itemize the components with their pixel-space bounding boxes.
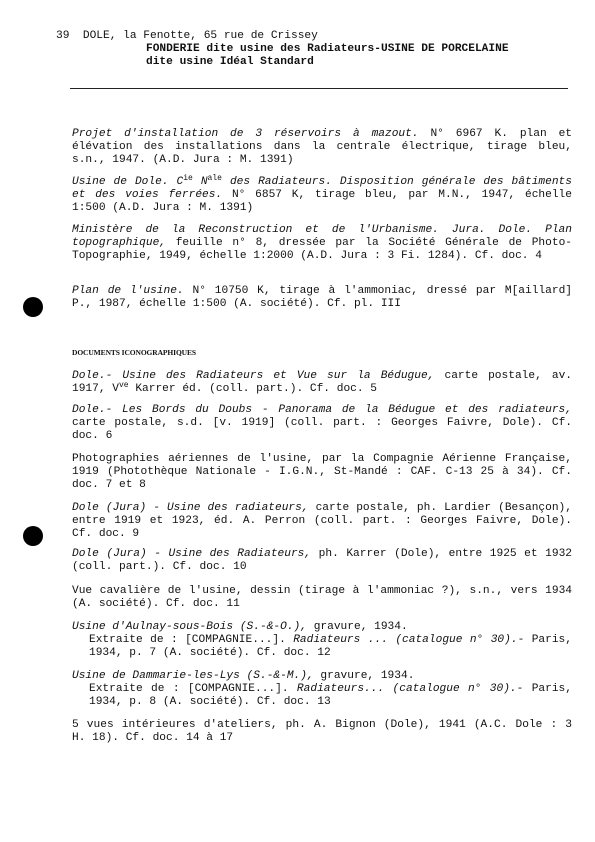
doc-text-a: carte postale, av. 1917, V: [72, 370, 573, 395]
entry-usine-dole: [72, 176, 572, 215]
entry-reservoirs: [72, 128, 572, 167]
entry-title-b: N: [192, 176, 208, 188]
entry-title-a: Usine de Dole. C: [72, 176, 184, 188]
entry-sup-2: ale: [207, 174, 222, 183]
entry-title-c: des Radiateurs. Disposition générale des bâtiments et des voies ferrées.: [72, 176, 572, 201]
doc-item: [72, 404, 572, 443]
page-header: [56, 30, 509, 69]
doc-text: ph. Karrer (Dole), entre 1925 et 1932 (coll. part.). Cf. doc. 10: [72, 548, 572, 573]
doc-item: [72, 453, 572, 492]
doc-item: [72, 548, 572, 574]
doc-title: Dole.- Les Bords du Doubs - Panorama de la Bédugue et des radiateurs,: [72, 404, 572, 416]
page-number-and-address: 39 DOLE, la Fenotte, 65 rue de Crissey: [56, 30, 318, 42]
section-title: DOCUMENTS ICONOGRAPHIQUES: [72, 348, 196, 357]
doc-sup: ve: [119, 381, 129, 390]
doc-extract-label: Extraite de : [COMPAGNIE...].: [89, 683, 297, 695]
doc-title: Usine d'Aulnay-sous-Bois (S.-&-O.),: [72, 621, 307, 633]
doc-item: [72, 502, 572, 541]
entry-text: N° 6857 K, tirage bleu, par M.N., 1947, échelle 1:500 (A.D. Jura : M. 1391): [72, 189, 572, 214]
doc-extract-label: Extraite de : [COMPAGNIE...].: [89, 634, 294, 646]
entry-text: N° 6967 K. plan et élévation des installations dans la centrale électrique, tirage bleu, s.n., 1947. (A.D. Jura : M. 1391): [72, 128, 572, 166]
binding-hole-bottom: [23, 526, 43, 546]
doc-extract-text: - Paris, 1934, p. 8 (A. société). Cf. doc. 13: [89, 683, 572, 708]
entry-title: Projet d'installation de 3 réservoirs à mazout.: [72, 128, 419, 140]
doc-extract-title: Radiateurs ... (catalogue n° 30).: [293, 634, 518, 646]
doc-item: [72, 670, 572, 709]
doc-item: [72, 370, 572, 396]
doc-title: Usine de Dammarie-les-Lys (S.-&-M.),: [72, 670, 314, 682]
doc-title: Dole (Jura) - Usine des radiateurs,: [72, 502, 309, 514]
doc-text: Vue cavalière de l'usine, dessin (tirage à l'ammoniac ?), s.n., vers 1934 (A. société). Cf. doc. 11: [72, 585, 572, 610]
entry-title: Ministère de la Reconstruction et de l'Urbanisme. Jura. Dole. Plan topographique,: [72, 224, 572, 249]
entry-text: N° 10750 K, tirage à l'ammoniac, dressé par M[aillard] P., 1987, échelle 1:500 (A. société). Cf. pl. III: [72, 285, 573, 310]
header-rule: [70, 88, 568, 89]
header-subtitle: dite usine Idéal Standard: [146, 56, 314, 68]
doc-item: [72, 621, 572, 660]
entry-text: feuille n° 8, dressée par la Société Générale de Photo-Topographie, 1949, échelle 1:2000 (A.D. Jura : 3 Fi. 1284). Cf. doc. 4: [72, 237, 572, 262]
doc-title: Dole.- Usine des Radiateurs et Vue sur la Bédugue,: [72, 370, 435, 382]
entry-title: Plan de l'usine.: [72, 285, 184, 297]
doc-extract-title: Radiateurs... (catalogue n° 30).: [296, 683, 517, 695]
entry-sup-1: ie: [183, 174, 193, 183]
binding-hole-top: [23, 297, 43, 317]
doc-text: carte postale, ph. Lardier (Besançon), entre 1919 et 1923, éd. A. Perron (coll. part. : Georges Faivre, Dole). Cf. doc. 9: [72, 502, 572, 540]
doc-text: 5 vues intérieures d'ateliers, ph. A. Bignon (Dole), 1941 (A.C. Dole : 3 H. 18). Cf. doc. 14 à 17: [72, 719, 572, 744]
doc-text: carte postale, s.d. [v. 1919] (coll. part. : Georges Faivre, Dole). Cf. doc. 6: [72, 417, 572, 442]
doc-title: Dole (Jura) - Usine des Radiateurs,: [72, 548, 312, 560]
doc-item: [72, 719, 572, 745]
entry-ministere: [72, 224, 572, 263]
doc-text: gravure, 1934.: [306, 621, 408, 633]
doc-text-b: Karrer éd. (coll. part.). Cf. doc. 5: [128, 383, 378, 395]
doc-text: Photographies aériennes de l'usine, par la Compagnie Aérienne Française, 1919 (Photothèque Nationale - I.G.N., St-Mandé : CAF. C-13 25 à 34). Cf. doc. 7 et 8: [72, 453, 572, 491]
entry-plan-usine: [72, 285, 572, 311]
header-title: FONDERIE dite usine des Radiateurs-USINE DE PORCELAINE: [146, 43, 509, 55]
doc-item: [72, 585, 572, 611]
doc-text: gravure, 1934.: [313, 670, 415, 682]
doc-extract-text: - Paris, 1934, p. 7 (A. société). Cf. doc. 12: [89, 634, 572, 659]
